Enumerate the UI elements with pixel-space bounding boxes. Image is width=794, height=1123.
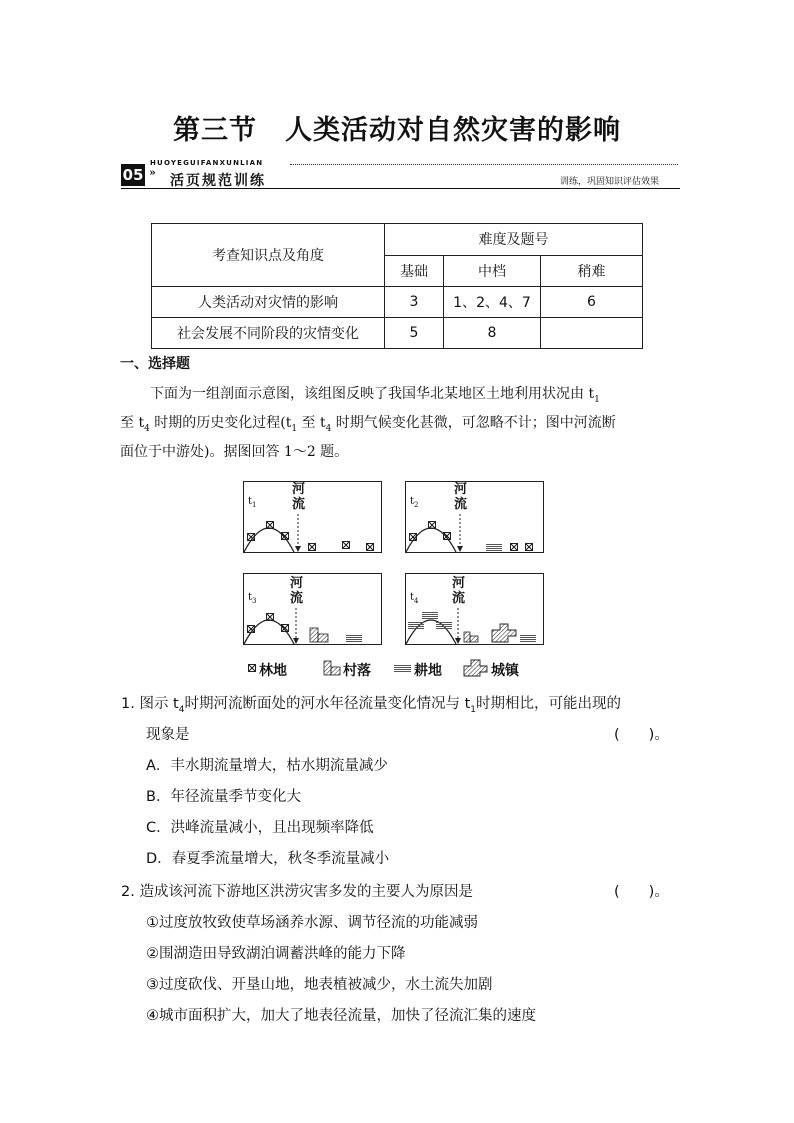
chevron-right-icon: » xyxy=(149,166,156,179)
farmland-icon xyxy=(436,622,452,629)
legend-town-icon xyxy=(463,659,489,677)
knowledge-table xyxy=(151,223,643,349)
farmland-icon xyxy=(346,635,362,642)
forest-icon xyxy=(281,624,289,632)
question-1-line-2: 现象是 xyxy=(146,727,190,743)
question-2-line-1: 2. 造成该河流下游地区洪涝灾害多发的主要人为原因是 xyxy=(121,884,473,900)
river-label: 河 流 xyxy=(452,576,466,606)
profile-panel-t4 xyxy=(405,573,544,645)
option-c[interactable]: C．洪峰流量减小，且出现频率降低 xyxy=(146,820,374,836)
table-cell-hard: 6 xyxy=(541,287,643,318)
legend-village-icon xyxy=(323,660,341,676)
statement-1[interactable]: ①过度放牧致使草场涵养水源、调节径流的功能减弱 xyxy=(146,915,478,931)
farmland-icon xyxy=(520,635,536,642)
table-cell-medium: 8 xyxy=(444,318,541,349)
river-label: 河 流 xyxy=(454,482,468,512)
farmland-icon xyxy=(422,612,438,619)
table-header-difficulty: 难度及题号 xyxy=(385,224,643,256)
farmland-icon xyxy=(486,544,502,551)
banner-label: 活页规范训练 xyxy=(170,173,266,189)
table-cell-basic: 3 xyxy=(385,287,444,318)
forest-icon xyxy=(525,543,533,551)
table-subheader-medium: 中档 xyxy=(444,255,541,287)
forest-icon xyxy=(510,543,518,551)
answer-paren[interactable]: ( )。 xyxy=(614,727,669,743)
banner-right-text: 训练，巩固知识评估效果 xyxy=(560,177,660,187)
forest-icon xyxy=(342,541,350,549)
statement-3[interactable]: ③过度砍伐、开垦山地，地表植被减少，水土流失加剧 xyxy=(146,977,493,993)
banner-number-badge: 05 xyxy=(122,166,144,184)
profile-panel-t3 xyxy=(243,573,382,645)
banner-dotted-line xyxy=(290,164,678,165)
legend-town-label: 城镇 xyxy=(491,663,519,679)
statement-2[interactable]: ②围湖造田导致湖泊调蓄洪峰的能力下降 xyxy=(146,946,406,962)
forest-icon xyxy=(428,521,436,529)
banner-pinyin: HUOYEGUIFANXUNLIAN xyxy=(150,159,264,167)
panel-time-label: $t_3$ xyxy=(248,592,257,605)
page-title: 第三节 人类活动对自然灾害的影响 xyxy=(173,115,621,146)
panel-time-label: $t_4$ xyxy=(410,592,419,605)
banner-underline xyxy=(121,188,680,189)
forest-icon xyxy=(247,533,255,541)
forest-icon xyxy=(281,532,289,540)
intro-line-3: 面位于中游处)。据图回答 1～2 题。 xyxy=(120,444,349,460)
table-header-topic: 考查知识点及角度 xyxy=(152,224,385,287)
legend-farmland-label: 耕地 xyxy=(414,663,442,679)
statement-4[interactable]: ④城市面积扩大，加大了地表径流量，加快了径流汇集的速度 xyxy=(146,1008,536,1024)
option-b[interactable]: B．年径流量季节变化大 xyxy=(146,789,301,805)
river-label: 河 流 xyxy=(290,576,304,606)
forest-icon xyxy=(443,532,451,540)
forest-icon xyxy=(366,543,374,551)
table-row xyxy=(152,287,643,318)
river-label: 河 流 xyxy=(292,482,306,512)
legend-village-label: 村落 xyxy=(343,663,371,679)
panel-time-label: $t_2$ xyxy=(410,496,419,509)
option-d[interactable]: D．春夏季流量增大，秋冬季流量减小 xyxy=(146,851,390,867)
table-subheader-basic: 基础 xyxy=(385,255,444,287)
table-cell-topic: 人类活动对灾情的影响 xyxy=(152,287,385,318)
table-subheader-hard: 稍难 xyxy=(541,255,643,287)
intro-line-1: 下面为一组剖面示意图，该组图反映了我国华北某地区土地利用状况由 $t_1$ xyxy=(150,386,600,405)
question-1-line-1: 1. 图示 $t_4$时期河流断面处的河水年径流量变化情况与 $t_1$时期相比，可能出现的 xyxy=(121,696,622,715)
profile-sketch-t4 xyxy=(406,574,543,644)
table-cell-basic: 5 xyxy=(385,318,444,349)
profile-sketch-t1 xyxy=(244,482,381,552)
profile-sketch-t2 xyxy=(406,482,543,552)
answer-paren[interactable]: ( )。 xyxy=(614,884,669,900)
legend-farmland-icon xyxy=(394,665,411,672)
profile-panel-t2 xyxy=(405,481,544,553)
forest-icon xyxy=(308,543,316,551)
forest-icon xyxy=(247,625,255,633)
forest-icon xyxy=(266,521,274,529)
profile-sketch-t3 xyxy=(244,574,381,644)
village-icon xyxy=(310,628,328,642)
forest-icon xyxy=(409,533,417,541)
legend-forest-label: 林地 xyxy=(259,663,287,679)
town-icon xyxy=(492,624,516,642)
option-a[interactable]: A．丰水期流量增大，枯水期流量减少 xyxy=(146,758,388,774)
section-heading: 一、选择题 xyxy=(120,356,190,372)
intro-line-2: 至 $t_4$ 时期的历史变化过程($t_1$ 至 $t_4$ 时期气候变化甚微，可忽略不计；图中河流断 xyxy=(120,415,616,434)
panel-time-label: $t_1$ xyxy=(248,496,257,509)
forest-icon xyxy=(266,613,274,621)
table-cell-hard xyxy=(541,318,643,349)
table-cell-topic: 社会发展不同阶段的灾情变化 xyxy=(152,318,385,349)
table-cell-medium: 1、2、4、7 xyxy=(444,287,541,318)
farmland-icon xyxy=(408,622,424,629)
table-row xyxy=(152,318,643,349)
profile-panel-t1 xyxy=(243,481,382,553)
village-icon xyxy=(464,632,478,642)
